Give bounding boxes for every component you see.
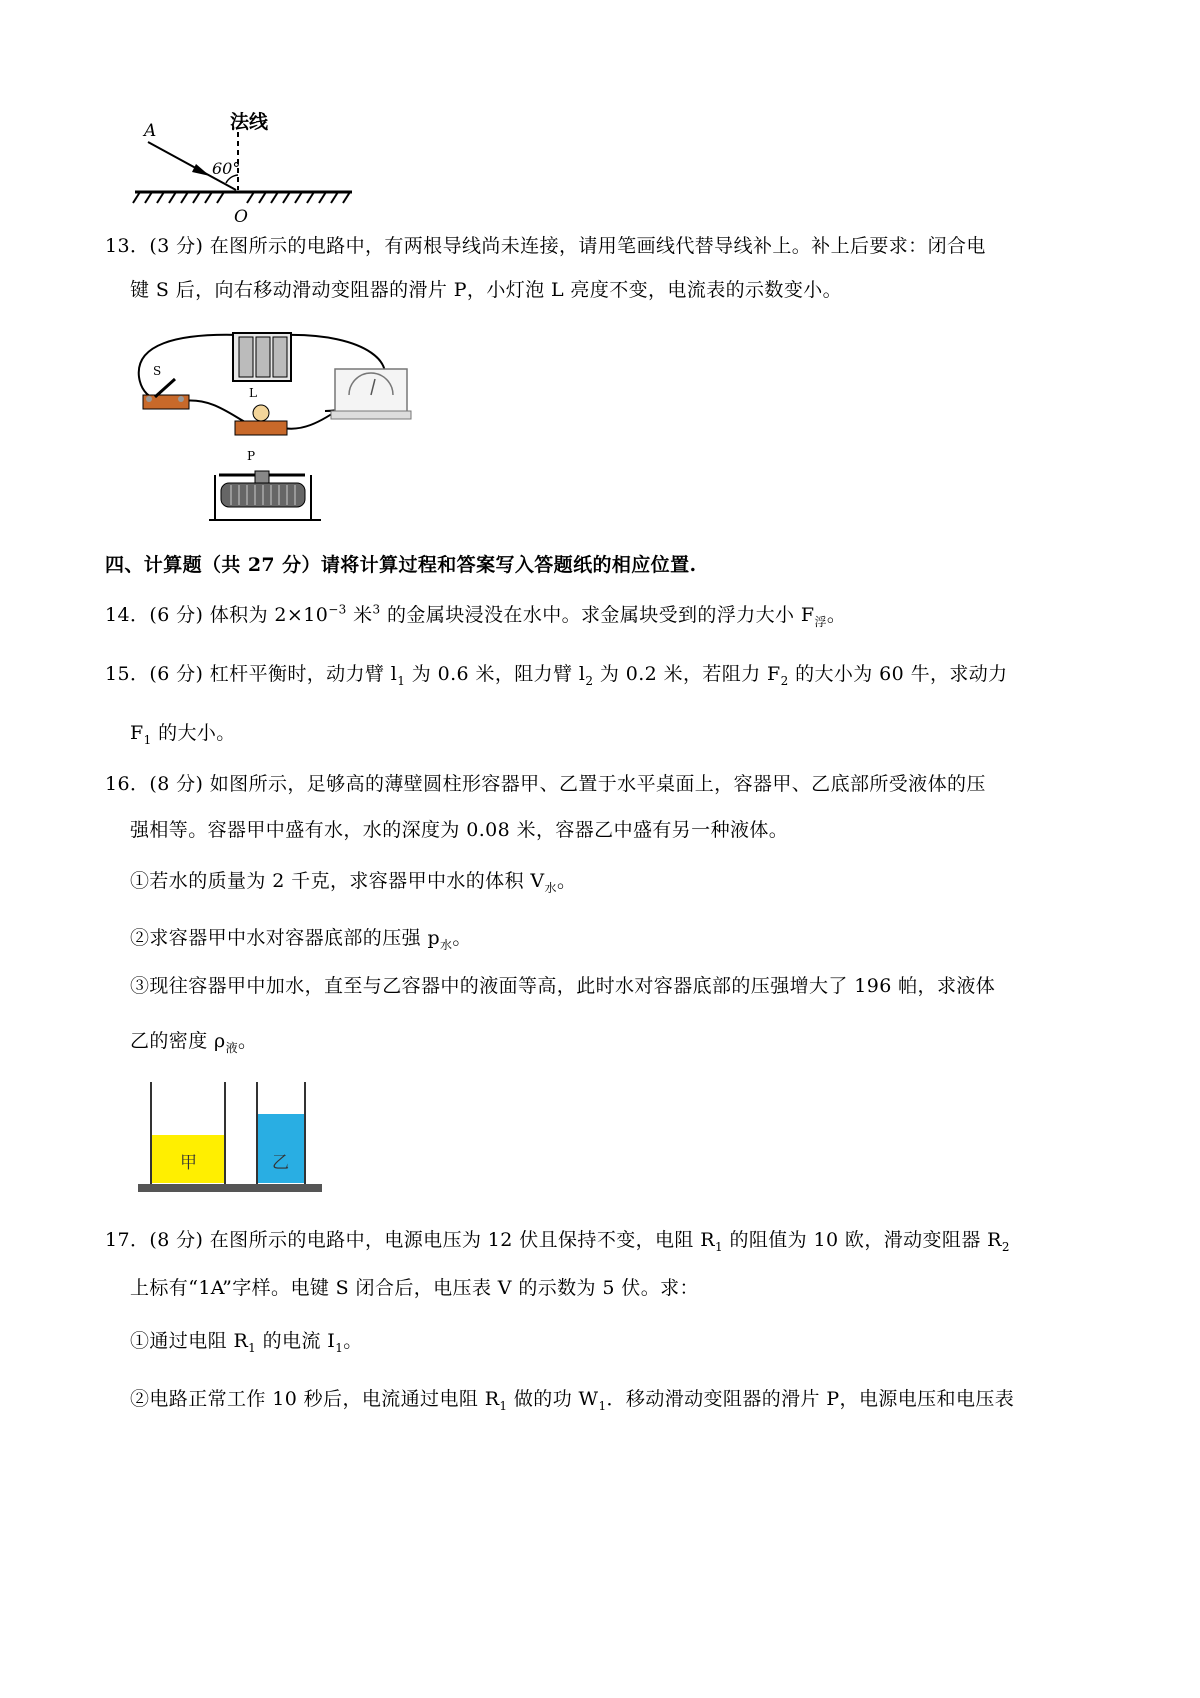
container-left-label: 甲 [180, 1153, 197, 1173]
q16-item3-line2: 乙的密度 $\rho_液$。 [130, 1030, 258, 1055]
ammeter [331, 369, 411, 419]
angle-label: 60° [212, 159, 241, 178]
normal-label: 法线 [230, 111, 269, 133]
containers-figure [138, 1080, 328, 1195]
slider-label: P [247, 449, 256, 463]
q13-line2: 键 S 后，向右移动滑动变阻器的滑片 P，小灯泡 L 亮度不变，电流表的示数变小。 [130, 279, 843, 301]
switch-label: S [153, 364, 162, 378]
q17-line1: 17．(8 分) 在图所示的电路中，电源电压为 12 伏且保持不变，电阻 $R_1$ 的阻值为 10 欧，滑动变阻器 $R_2$ [105, 1229, 1010, 1254]
q16-item2: ②求容器甲中水对容器底部的压强 $p_水$。 [130, 927, 472, 952]
q13-line1: 13．(3 分) 在图所示的电路中，有两根导线尚未连接，请用笔画线代替导线补上。补上后要求：闭合电 [105, 235, 986, 257]
q16-item1: ①若水的质量为 2 千克，求容器甲中水的体积 $V_水$。 [130, 870, 577, 895]
reflection-figure [130, 100, 360, 230]
switch [143, 379, 189, 409]
lamp-label: L [249, 386, 257, 400]
point-label: O [234, 207, 248, 227]
q16-line1: 16．(8 分) 如图所示，足够高的薄壁圆柱形容器甲、乙置于水平桌面上，容器甲、乙底部所受液体的压 [105, 773, 986, 795]
q15-line2: $F_1$ 的大小。 [130, 722, 236, 747]
circuit-figure [135, 315, 425, 535]
q17-item1: ①通过电阻 $R_1$ 的电流 $I_1$。 [130, 1330, 363, 1355]
q16-item3-line1: ③现往容器甲中加水，直至与乙容器中的液面等高，此时水对容器底部的压强增大了 196 帕，求液体 [130, 975, 996, 997]
container-right-label: 乙 [272, 1153, 289, 1173]
section4-heading: 四、计算题（共 27 分）请将计算过程和答案写入答题纸的相应位置. [105, 554, 697, 576]
q16-line2: 强相等。容器甲中盛有水，水的深度为 0.08 米，容器乙中盛有另一种液体。 [130, 819, 789, 841]
q17-item2: ②电路正常工作 10 秒后，电流通过电阻 $R_1$ 做的功 $W_1$．移动滑动变阻器的滑片 P，电源电压和电压表 [130, 1388, 1015, 1413]
q14-line: 14．(6 分) 体积为 $2\times 10^{-3}$ 米$^3$ 的金属块浸没在水中。求金属块受到的浮力大小 $F_浮$。 [105, 602, 847, 629]
q17-line2: 上标有“1A”字样。电键 S 闭合后，电压表 V 的示数为 5 伏。求： [130, 1277, 699, 1299]
battery [233, 333, 291, 381]
q15-line1: 15．(6 分) 杠杆平衡时，动力臂 $l_1$ 为 0.6 米，阻力臂 $l_2$ 为 0.2 米，若阻力 $F_2$ 的大小为 60 牛，求动力 [105, 663, 1008, 688]
rheostat [209, 471, 321, 520]
ray-label: A [144, 121, 157, 141]
